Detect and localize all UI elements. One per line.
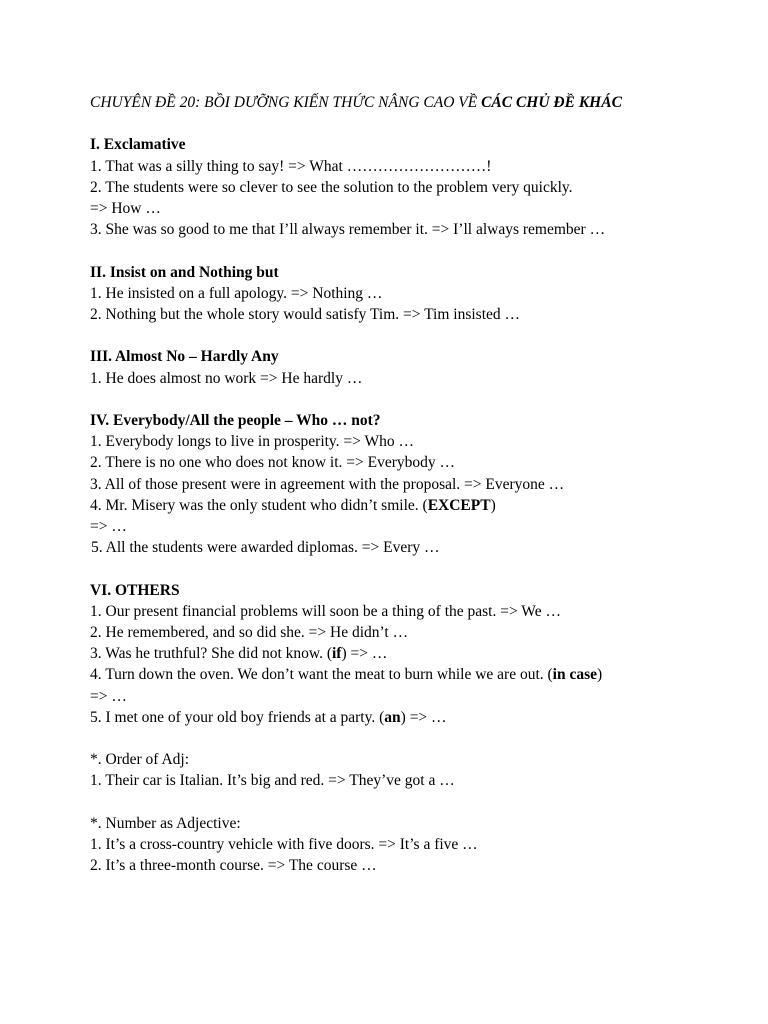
section-heading: *. Number as Adjective: (90, 814, 241, 832)
section-heading: I. Exclamative (90, 136, 186, 154)
exercise-line: 1. Their car is Italian. It’s big and red. => They’ve got a … (90, 772, 455, 790)
exercise-line: => How … (90, 200, 161, 217)
keyword: an (384, 708, 401, 726)
exercise-line: => … (90, 687, 127, 705)
section-heading: IV. Everybody/All the people – Who … not? (90, 411, 381, 429)
exercise-line: 2. He remembered, and so did she. => He didn’t … (90, 624, 409, 641)
exercise-line: => … (90, 518, 127, 535)
line-text: 5. I met one of your old boy friends at a party. ( (90, 708, 385, 726)
exercise-line (90, 643, 750, 664)
exercise-line (90, 664, 750, 685)
exercise-line: 3. All of those present were in agreement with the proposal. => Everyone … (90, 475, 565, 493)
section-heading: VI. OTHERS (90, 581, 180, 599)
exercise-line: 1. Our present financial problems will soon be a thing of the past. => We … (90, 602, 561, 620)
title-emphasis: CÁC CHỦ ĐỀ KHÁC (481, 94, 622, 111)
keyword: in case (552, 666, 598, 684)
exercise-line: 1. It’s a cross-country vehicle with five doors. => It’s a five … (90, 836, 478, 853)
exercise-line: 2. It’s a three-month course. => The course … (90, 857, 377, 875)
exercise-line: 1. Everybody longs to live in prosperity. => Who … (90, 433, 415, 451)
exercise-line: 1. That was a silly thing to say! => What ………………………! (90, 157, 492, 175)
title-prefix: CHUYÊN ĐỀ 20: BỒI DƯỠNG KIẾN THỨC NÂNG CAO VỀ (90, 94, 482, 111)
exercise-line (90, 495, 750, 516)
section-others (90, 580, 750, 728)
line-text: ) (597, 666, 603, 684)
section-exclamative (90, 134, 750, 240)
section-heading: *. Order of Adj: (90, 751, 190, 769)
exercise-line: 2. There is no one who does not know it. => Everybody … (90, 454, 456, 472)
line-text: 4. Turn down the oven. We don’t want the meat to burn while we are out. ( (90, 666, 553, 684)
exercise-line: 2. Nothing but the whole story would satisfy Tim. => Tim insisted … (90, 306, 521, 323)
exercise-line: 1. He does almost no work => He hardly … (90, 369, 363, 387)
exercise-line: 1. He insisted on a full apology. => Nothing … (90, 284, 383, 302)
section-insist-on (90, 262, 750, 326)
exercise-line: 5. All the students were awarded diplomas. => Every … (91, 539, 440, 557)
section-order-of-adj (90, 749, 750, 791)
section-number-as-adjective (90, 813, 750, 877)
line-text: ) (490, 496, 496, 514)
keyword: EXCEPT (427, 496, 491, 514)
exercise-line: 2. The students were so clever to see the solution to the problem very quickly. (90, 178, 573, 196)
document-page (90, 92, 750, 898)
exercise-line (90, 707, 750, 728)
section-heading: II. Insist on and Nothing but (90, 263, 279, 281)
line-text: 3. Was he truthful? She did not know. ( (90, 645, 332, 663)
line-text: ) => … (400, 708, 447, 726)
section-almost-no (90, 346, 750, 388)
exercise-line: 3. She was so good to me that I’ll always remember it. => I’ll always remember … (90, 221, 606, 239)
section-everybody (90, 410, 750, 558)
document-title (90, 92, 750, 113)
keyword: if (331, 645, 342, 663)
line-text: 4. Mr. Misery was the only student who didn’t smile. ( (90, 496, 428, 514)
section-heading: III. Almost No – Hardly Any (90, 348, 279, 366)
line-text: ) => … (341, 645, 388, 663)
